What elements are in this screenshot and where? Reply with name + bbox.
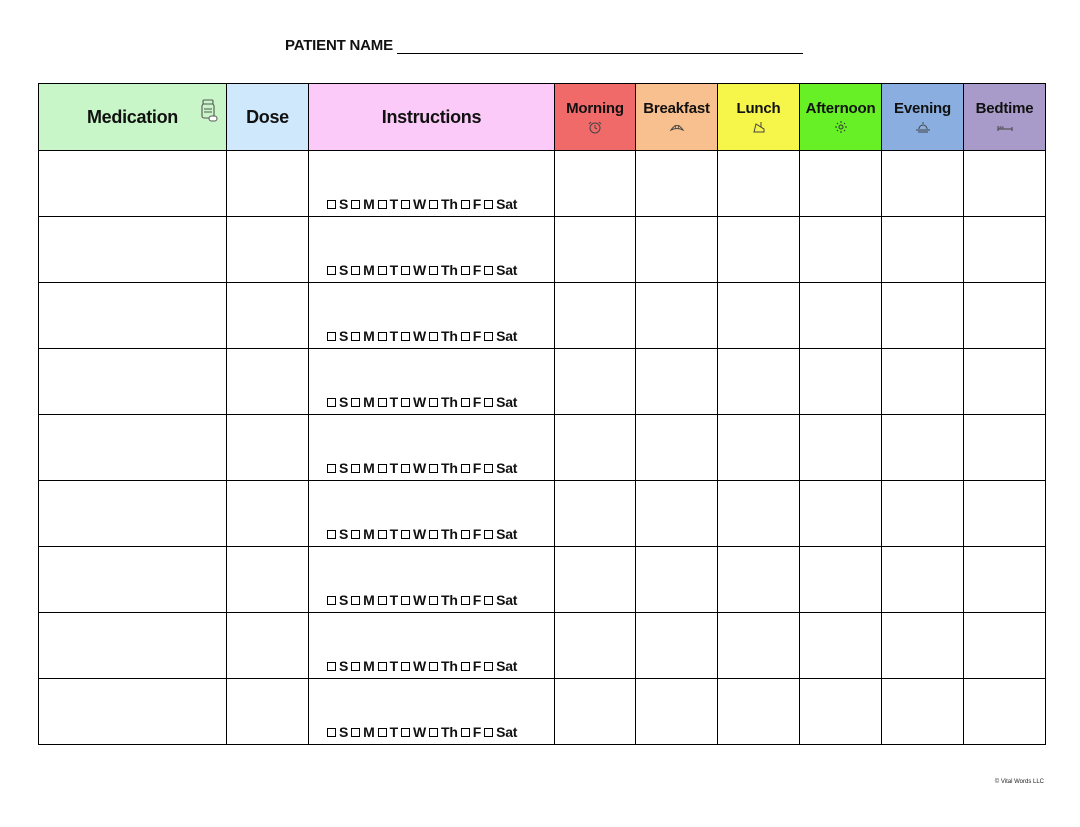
instructions-cell[interactable]: [309, 283, 555, 349]
day-checkboxes: [327, 592, 520, 608]
day-label: W: [412, 196, 426, 212]
breakfast-cell[interactable]: [636, 613, 718, 679]
instructions-cell[interactable]: [309, 679, 555, 745]
day-label: M: [363, 328, 375, 344]
day-label: F: [472, 526, 482, 542]
breakfast-cell[interactable]: [636, 151, 718, 217]
lunch-cell[interactable]: [718, 151, 800, 217]
day-checkbox[interactable]: [484, 332, 493, 341]
day-checkbox[interactable]: [351, 200, 360, 209]
day-checkbox[interactable]: [351, 530, 360, 539]
day-label: W: [412, 394, 426, 410]
day-checkboxes: [327, 658, 520, 674]
morning-header: [555, 84, 636, 151]
table-row: [39, 481, 1046, 547]
morning-cell[interactable]: [555, 481, 636, 547]
table-row: [39, 349, 1046, 415]
dose-cell[interactable]: [227, 613, 309, 679]
day-checkbox[interactable]: [351, 662, 360, 671]
breakfast-header-label: Breakfast: [643, 100, 710, 117]
day-label: S: [339, 328, 349, 344]
patient-name-label: PATIENT NAME: [285, 37, 393, 54]
dose-cell[interactable]: [227, 217, 309, 283]
pill-bottle-icon: [200, 99, 218, 123]
morning-cell[interactable]: [555, 613, 636, 679]
day-checkbox[interactable]: [429, 332, 438, 341]
day-checkboxes: [327, 262, 520, 278]
day-label: Th: [440, 394, 458, 410]
day-label: S: [339, 592, 349, 608]
evening-cell[interactable]: [882, 151, 964, 217]
day-checkbox[interactable]: [429, 398, 438, 407]
day-label: Th: [440, 526, 458, 542]
table-row: [39, 217, 1046, 283]
morning-cell[interactable]: [555, 547, 636, 613]
day-label: T: [389, 526, 398, 542]
table-row: [39, 151, 1046, 217]
day-label: Th: [440, 460, 458, 476]
lunch-cell[interactable]: [718, 283, 800, 349]
day-checkbox[interactable]: [484, 728, 493, 737]
day-label: T: [389, 460, 398, 476]
day-label: S: [339, 526, 349, 542]
lunch-cell[interactable]: [718, 613, 800, 679]
day-checkbox[interactable]: [327, 662, 336, 671]
morning-cell[interactable]: [555, 349, 636, 415]
day-checkbox[interactable]: [351, 332, 360, 341]
day-checkbox[interactable]: [461, 662, 470, 671]
day-label: T: [389, 196, 398, 212]
day-label: S: [339, 262, 349, 278]
table-row: [39, 547, 1046, 613]
day-label: F: [472, 460, 482, 476]
day-label: Sat: [496, 262, 518, 278]
evening-cell[interactable]: [882, 349, 964, 415]
day-checkbox[interactable]: [401, 530, 410, 539]
day-checkbox[interactable]: [378, 332, 387, 341]
day-label: Sat: [496, 658, 518, 674]
day-checkboxes: [327, 196, 520, 212]
day-checkbox[interactable]: [429, 200, 438, 209]
day-checkbox[interactable]: [461, 596, 470, 605]
dose-cell[interactable]: [227, 481, 309, 547]
day-checkbox[interactable]: [378, 200, 387, 209]
day-checkbox[interactable]: [327, 332, 336, 341]
day-checkbox[interactable]: [484, 398, 493, 407]
day-label: Sat: [496, 328, 518, 344]
sun-icon: [833, 120, 849, 134]
dose-cell[interactable]: [227, 283, 309, 349]
morning-cell[interactable]: [555, 415, 636, 481]
day-label: F: [472, 196, 482, 212]
evening-cell[interactable]: [882, 547, 964, 613]
lunch-header-label: Lunch: [736, 100, 781, 117]
day-label: F: [472, 328, 482, 344]
day-checkbox[interactable]: [351, 464, 360, 473]
day-label: Th: [440, 658, 458, 674]
day-label: T: [389, 262, 398, 278]
day-label: S: [339, 196, 349, 212]
bedtime-header-label: Bedtime: [975, 100, 1034, 117]
day-label: W: [412, 658, 426, 674]
dose-header: [227, 84, 309, 151]
day-checkbox[interactable]: [429, 662, 438, 671]
day-label: T: [389, 394, 398, 410]
day-label: Sat: [496, 394, 518, 410]
day-checkboxes: [327, 328, 520, 344]
day-checkbox[interactable]: [401, 464, 410, 473]
evening-cell[interactable]: [882, 679, 964, 745]
evening-cell[interactable]: [882, 283, 964, 349]
day-checkbox[interactable]: [461, 398, 470, 407]
day-checkbox[interactable]: [461, 266, 470, 275]
day-label: T: [389, 328, 398, 344]
day-checkbox[interactable]: [378, 596, 387, 605]
bed-icon: [997, 120, 1013, 134]
day-checkbox[interactable]: [378, 662, 387, 671]
afternoon-header-label: Afternoon: [805, 100, 876, 117]
instructions-cell[interactable]: [309, 349, 555, 415]
afternoon-cell[interactable]: [800, 613, 882, 679]
day-label: M: [363, 658, 375, 674]
day-checkbox[interactable]: [484, 530, 493, 539]
day-checkbox[interactable]: [429, 596, 438, 605]
breakfast-cell[interactable]: [636, 547, 718, 613]
day-checkbox[interactable]: [461, 200, 470, 209]
day-checkbox[interactable]: [429, 530, 438, 539]
dose-cell[interactable]: [227, 679, 309, 745]
instructions-header-label: Instructions: [381, 106, 482, 127]
day-label: W: [412, 592, 426, 608]
copyright-text: © Vital Words LLC: [994, 779, 1044, 785]
breakfast-header: [636, 84, 718, 151]
evening-header-label: Evening: [894, 100, 951, 117]
lunch-cell[interactable]: [718, 547, 800, 613]
breakfast-cell[interactable]: [636, 283, 718, 349]
day-label: Th: [440, 328, 458, 344]
day-checkboxes: [327, 526, 520, 542]
bedtime-header: [964, 84, 1046, 151]
evening-cell[interactable]: [882, 481, 964, 547]
day-checkbox[interactable]: [351, 398, 360, 407]
afternoon-cell[interactable]: [800, 349, 882, 415]
lunch-header: [718, 84, 800, 151]
day-label: T: [389, 658, 398, 674]
day-label: M: [363, 592, 375, 608]
day-label: Sat: [496, 460, 518, 476]
sunset-icon: [915, 120, 931, 134]
day-checkbox[interactable]: [327, 728, 336, 737]
day-checkbox[interactable]: [429, 464, 438, 473]
day-checkboxes: [327, 460, 520, 476]
day-label: F: [472, 262, 482, 278]
day-label: M: [363, 394, 375, 410]
bedtime-cell[interactable]: [964, 679, 1046, 745]
breakfast-cell[interactable]: [636, 481, 718, 547]
patient-name-field[interactable]: [397, 38, 803, 54]
evening-header: [882, 84, 964, 151]
lunch-cell[interactable]: [718, 415, 800, 481]
medication-cell[interactable]: [39, 283, 227, 349]
medication-cell[interactable]: [39, 679, 227, 745]
instructions-cell[interactable]: [309, 151, 555, 217]
day-label: W: [412, 460, 426, 476]
day-checkbox[interactable]: [461, 464, 470, 473]
morning-cell[interactable]: [555, 151, 636, 217]
evening-cell[interactable]: [882, 415, 964, 481]
afternoon-cell[interactable]: [800, 217, 882, 283]
day-label: Sat: [496, 724, 518, 740]
day-label: S: [339, 724, 349, 740]
table-row: [39, 415, 1046, 481]
lunch-cell[interactable]: [718, 349, 800, 415]
bedtime-cell[interactable]: [964, 481, 1046, 547]
medication-cell[interactable]: [39, 217, 227, 283]
day-checkbox[interactable]: [401, 662, 410, 671]
day-label: F: [472, 724, 482, 740]
day-label: Sat: [496, 592, 518, 608]
day-label: W: [412, 526, 426, 542]
day-label: S: [339, 394, 349, 410]
day-label: M: [363, 724, 375, 740]
day-checkbox[interactable]: [401, 596, 410, 605]
day-checkbox[interactable]: [401, 200, 410, 209]
day-checkbox[interactable]: [401, 728, 410, 737]
morning-cell[interactable]: [555, 217, 636, 283]
bedtime-cell[interactable]: [964, 547, 1046, 613]
bedtime-cell[interactable]: [964, 283, 1046, 349]
instructions-cell[interactable]: [309, 217, 555, 283]
lunch-cell[interactable]: [718, 679, 800, 745]
afternoon-cell[interactable]: [800, 481, 882, 547]
bedtime-cell[interactable]: [964, 349, 1046, 415]
day-checkbox[interactable]: [401, 332, 410, 341]
day-label: M: [363, 526, 375, 542]
medication-header: [39, 84, 227, 151]
instructions-header: [309, 84, 555, 151]
instructions-cell[interactable]: [309, 415, 555, 481]
morning-cell[interactable]: [555, 283, 636, 349]
breakfast-cell[interactable]: [636, 217, 718, 283]
breakfast-cell[interactable]: [636, 679, 718, 745]
day-label: Th: [440, 724, 458, 740]
bedtime-cell[interactable]: [964, 151, 1046, 217]
morning-header-label: Morning: [566, 100, 624, 117]
day-checkbox[interactable]: [378, 266, 387, 275]
afternoon-header: [800, 84, 882, 151]
day-label: Th: [440, 262, 458, 278]
medication-cell[interactable]: [39, 481, 227, 547]
afternoon-cell[interactable]: [800, 283, 882, 349]
table-row: [39, 283, 1046, 349]
day-checkbox[interactable]: [327, 398, 336, 407]
day-checkbox[interactable]: [461, 530, 470, 539]
patient-name-line: [285, 34, 803, 54]
breakfast-cell[interactable]: [636, 415, 718, 481]
day-checkboxes: [327, 394, 520, 410]
day-label: F: [472, 658, 482, 674]
day-checkbox[interactable]: [401, 398, 410, 407]
bedtime-cell[interactable]: [964, 415, 1046, 481]
instructions-cell[interactable]: [309, 481, 555, 547]
day-label: T: [389, 724, 398, 740]
alarm-clock-icon: [587, 120, 603, 134]
morning-cell[interactable]: [555, 679, 636, 745]
day-checkbox[interactable]: [429, 728, 438, 737]
table-row: [39, 679, 1046, 745]
day-checkbox[interactable]: [378, 530, 387, 539]
day-checkbox[interactable]: [351, 728, 360, 737]
day-checkbox[interactable]: [327, 464, 336, 473]
day-label: S: [339, 658, 349, 674]
medication-cell[interactable]: [39, 349, 227, 415]
medication-cell[interactable]: [39, 547, 227, 613]
day-label: W: [412, 724, 426, 740]
afternoon-cell[interactable]: [800, 415, 882, 481]
day-checkbox[interactable]: [484, 662, 493, 671]
day-label: W: [412, 262, 426, 278]
day-label: T: [389, 592, 398, 608]
afternoon-cell[interactable]: [800, 679, 882, 745]
day-checkbox[interactable]: [327, 266, 336, 275]
table-row: [39, 613, 1046, 679]
medication-cell[interactable]: [39, 613, 227, 679]
bedtime-cell[interactable]: [964, 217, 1046, 283]
dose-header-label: Dose: [246, 106, 289, 127]
instructions-cell[interactable]: [309, 613, 555, 679]
dose-cell[interactable]: [227, 415, 309, 481]
day-checkbox[interactable]: [461, 332, 470, 341]
day-checkbox[interactable]: [327, 596, 336, 605]
day-label: W: [412, 328, 426, 344]
croissant-icon: [669, 120, 685, 134]
breakfast-cell[interactable]: [636, 349, 718, 415]
lunch-cell[interactable]: [718, 217, 800, 283]
day-checkbox[interactable]: [378, 398, 387, 407]
afternoon-cell[interactable]: [800, 547, 882, 613]
sandwich-icon: [751, 120, 767, 134]
day-checkbox[interactable]: [484, 464, 493, 473]
day-label: Sat: [496, 196, 518, 212]
dose-cell[interactable]: [227, 349, 309, 415]
day-checkbox[interactable]: [401, 266, 410, 275]
day-checkbox[interactable]: [327, 200, 336, 209]
day-label: Th: [440, 196, 458, 212]
day-label: Sat: [496, 526, 518, 542]
lunch-cell[interactable]: [718, 481, 800, 547]
day-label: Th: [440, 592, 458, 608]
evening-cell[interactable]: [882, 613, 964, 679]
medication-chart-table: [38, 83, 1046, 745]
day-checkbox[interactable]: [429, 266, 438, 275]
day-label: M: [363, 196, 375, 212]
day-checkbox[interactable]: [351, 266, 360, 275]
medication-header-label: Medication: [86, 106, 178, 127]
day-checkbox[interactable]: [484, 266, 493, 275]
afternoon-cell[interactable]: [800, 151, 882, 217]
day-checkbox[interactable]: [461, 728, 470, 737]
day-checkbox[interactable]: [327, 530, 336, 539]
day-label: F: [472, 394, 482, 410]
dose-cell[interactable]: [227, 547, 309, 613]
day-label: M: [363, 460, 375, 476]
day-label: S: [339, 460, 349, 476]
day-checkbox[interactable]: [351, 596, 360, 605]
instructions-cell[interactable]: [309, 547, 555, 613]
day-label: F: [472, 592, 482, 608]
evening-cell[interactable]: [882, 217, 964, 283]
day-checkbox[interactable]: [484, 596, 493, 605]
day-label: M: [363, 262, 375, 278]
day-checkbox[interactable]: [378, 728, 387, 737]
day-checkboxes: [327, 724, 520, 740]
day-checkbox[interactable]: [484, 200, 493, 209]
dose-cell[interactable]: [227, 151, 309, 217]
bedtime-cell[interactable]: [964, 613, 1046, 679]
medication-cell[interactable]: [39, 151, 227, 217]
day-checkbox[interactable]: [378, 464, 387, 473]
medication-cell[interactable]: [39, 415, 227, 481]
